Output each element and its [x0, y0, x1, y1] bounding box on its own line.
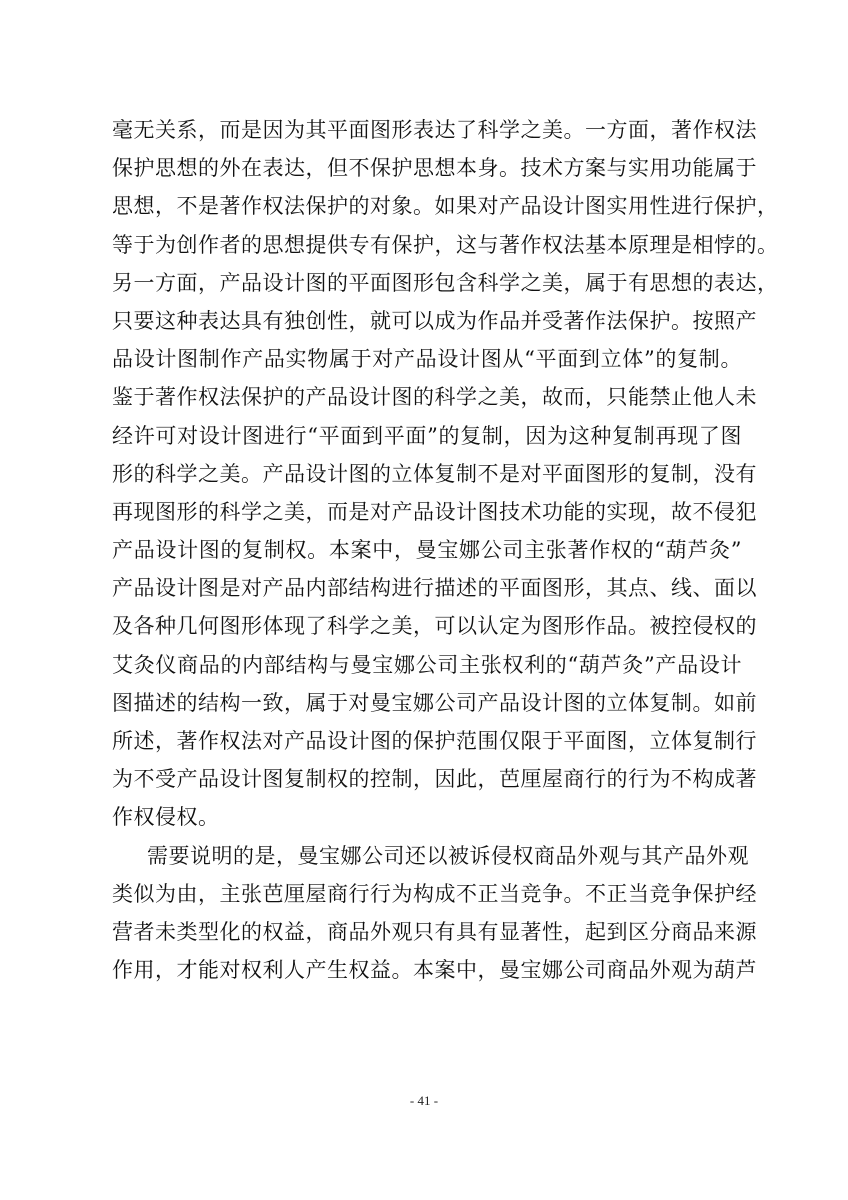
text-line: 形的科学之美。产品设计图的立体复制不是对平面图形的复制，没有: [112, 461, 757, 486]
text-line: 图描述的结构一致，属于对曼宝娜公司产品设计图的立体复制。如前: [112, 690, 757, 715]
text-line: 作用，才能对权利人产生权益。本案中，曼宝娜公司商品外观为葫芦: [112, 958, 757, 983]
text-line: 产品设计图的复制权。本案中，曼宝娜公司主张著作权的“葫芦灸”: [112, 538, 742, 563]
text-line: 及各种几何图形体现了科学之美，可以认定为图形作品。被控侵权的: [112, 614, 757, 639]
text-line: 毫无关系，而是因为其平面图形表达了科学之美。一方面，著作权法: [112, 118, 757, 142]
text-line: 需要说明的是，曼宝娜公司还以被诉侵权商品外观与其产品外观: [147, 843, 749, 868]
page-number: - 41 -: [409, 1093, 439, 1108]
text-line: 作权侵权。: [112, 805, 220, 830]
text-line: 经许可对设计图进行“平面到平面”的复制，因为这种复制再现了图: [112, 423, 742, 448]
text-line: 品设计图制作产品实物属于对产品设计图从“平面到立体”的复制。: [112, 347, 742, 372]
body-text: [112, 111, 779, 989]
text-line: 只要这种表达具有独创性，就可以成为作品并受著作法保护。按照产: [112, 308, 757, 333]
text-line: 类似为由，主张芭厘屋商行行为构成不正当竞争。不正当竞争保护经: [112, 881, 757, 906]
text-line: 保护思想的外在表达，但不保护思想本身。技术方案与实用功能属于: [112, 156, 757, 181]
text-line: 再现图形的科学之美，而是对产品设计图技术功能的实现，故不侵犯: [112, 499, 757, 524]
text-line: 营者未类型化的权益，商品外观只有具有显著性，起到区分商品来源: [112, 919, 757, 944]
text-line: 所述，著作权法对产品设计图的保护范围仅限于平面图，立体复制行: [112, 729, 757, 753]
text-line: 思想，不是著作权法保护的对象。如果对产品设计图实用性进行保护，: [112, 194, 779, 219]
text-line: 艾灸仪商品的内部结构与曼宝娜公司主张权利的“葫芦灸”产品设计: [112, 652, 742, 677]
text-line: 等于为创作者的思想提供专有保护，这与著作权法基本原理是相悖的。: [112, 232, 779, 257]
text-line: 为不受产品设计图复制权的控制，因此，芭厘屋商行的行为不构成著: [112, 767, 757, 792]
text-line: 产品设计图是对产品内部结构进行描述的平面图形，其点、线、面以: [112, 576, 757, 601]
text-line: 鉴于著作权法保护的产品设计图的科学之美，故而，只能禁止他人未: [112, 385, 757, 410]
text-line: 另一方面，产品设计图的平面图形包含科学之美，属于有思想的表达，: [112, 270, 779, 295]
